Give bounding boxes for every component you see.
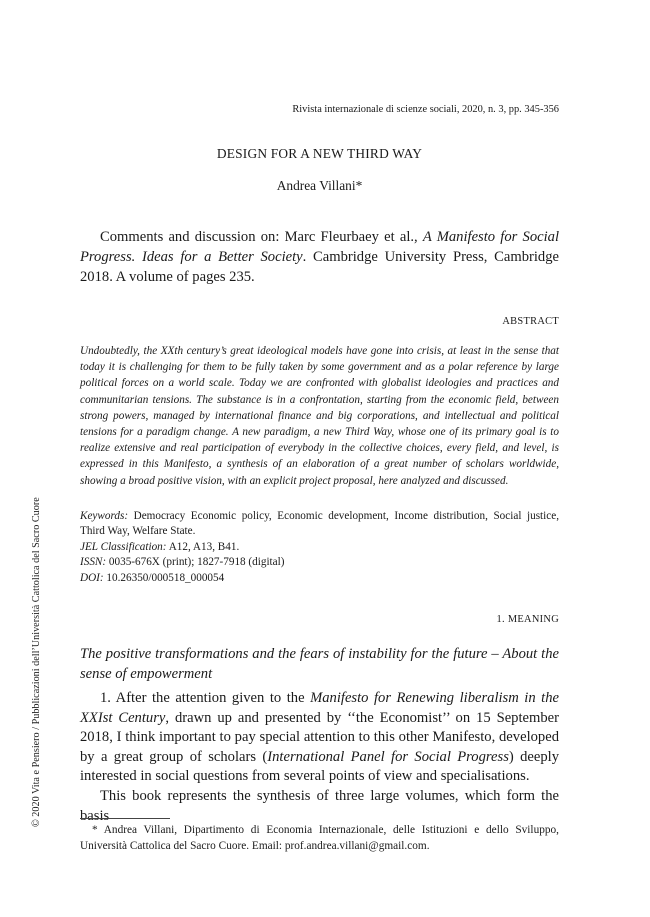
metadata-block [80, 509, 559, 586]
section-subtitle: The positive transformations and the fears of instability for the future – About the sense of empowerment [80, 646, 559, 682]
issn-line [80, 555, 559, 570]
footnote: * Andrea Villani, Dipartimento di Economia Internazionale, delle Istituzioni e dello Sviluppo, Università Cattolica del Sacro Cuore. Email: prof.andrea.villani@gmail.com. [80, 824, 559, 852]
jel-line [80, 540, 559, 555]
abstract-heading: ABSTRACT [502, 316, 559, 327]
para1-panel-name: International Panel for Social Progress [267, 748, 509, 765]
keywords-line [80, 509, 559, 540]
paragraph-1 [80, 689, 559, 787]
para1-manifesto-title: Manifesto for Renewing liberalism in the XXIst Century [80, 690, 559, 726]
book-title: A Manifesto for Social Progress. Ideas for a Better Society [80, 229, 559, 265]
author-name: Andrea Villani* [276, 178, 363, 193]
footnote-rule [80, 818, 170, 819]
issn-text: 0035-676X (print); 1827-7918 (digital) [106, 556, 285, 569]
abstract-text: Undoubtedly, the XXth century’s great ideological models have gone into crisis, at least in the sense that today it is challenging for them to be fully taken by some government and as a polar reference by large political forces on a world scale. Today we are confronted with globalist ideologies and practices and communitarian tensions. The substance is in a confrontation, starting from the economic field, between strong powers, managed by international finance and big corporations, and intellectual and political tensions for a paradigm change. A new paradigm, a new Third Way, whose one of its primary goal is to realize extensive and real participation of everybody in the collective choices, every field, and level, is expressed in this Manifesto, a synthesis of an elaboration of a great number of scholars worldwide, showing a broad positive vision, with an explicit project proposal, here analyzed and discussed. [80, 345, 559, 487]
body-text [80, 689, 559, 826]
para1-text-e: ) deeply interested in social questions from several points of view and specialisations. [80, 748, 559, 785]
doi-text: 10.26350/000518_000054 [103, 571, 225, 584]
copyright-notice: © 2020 Vita e Pensiero / Pubblicazioni dell’Università Cattolica del Sacro Cuore [31, 497, 42, 827]
issn-label: ISSN: [80, 556, 107, 569]
para1-text-a: 1. After the attention given to the [100, 690, 311, 706]
jel-label: JEL Classification: [80, 540, 167, 553]
comments-prefix: Comments and discussion on: Marc Fleurbaey et al., [100, 229, 423, 245]
para1-text-c: , drawn up and presented by ‘‘the Economist’’ on 15 September 2018, I think important to pay special attention to this other Manifesto, developed by a great group of scholars ( [80, 709, 559, 765]
journal-reference: Rivista internazionale di scienze sociali, 2020, n. 3, pp. 345-356 [292, 104, 559, 115]
keywords-text: Democracy Economic policy, Economic development, Income distribution, Social justice, Third Way, Welfare State. [80, 510, 559, 538]
doi-line [80, 571, 559, 586]
comments-suffix: . Cambridge University Press, Cambridge 2018. A volume of pages 235. [80, 249, 559, 285]
paragraph-2: This book represents the synthesis of three large volumes, which form the basis [80, 787, 559, 824]
keywords-label: Keywords: [80, 510, 129, 522]
jel-text: A12, A13, B41. [166, 540, 240, 553]
comments-reference [80, 227, 559, 287]
article-title: DESIGN FOR A NEW THIRD WAY [216, 146, 423, 161]
doi-label: DOI: [80, 571, 104, 584]
section-heading: 1. MEANING [496, 614, 559, 625]
